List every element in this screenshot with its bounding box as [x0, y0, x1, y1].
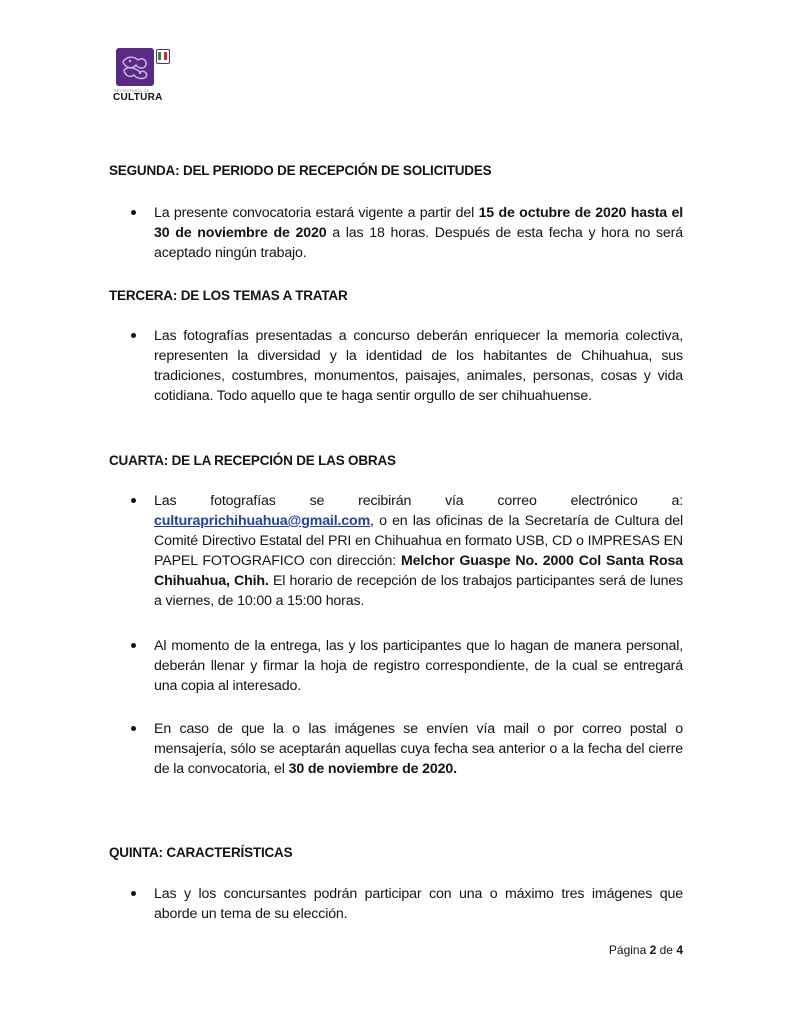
item-text: Las y los concursantes podrán participar con una o máximo tres imágenes que aborde un tema de su elección. [154, 886, 683, 922]
item-text: Las fotografías se recibirán vía correo electrónico a: culturaprichihuahua@gmail.com, o en las oficinas de la Secretaría de Cultura del Comité Directivo Estatal del PRI en Chihuahua en formato USB, CD o IMPRESAS EN PAPEL FOTOGRAFICO con dirección: Melchor Guaspe No. 2000 Col Santa Rosa Chihuahua, Chih. El horario de recepción de los trabajos participantes será de lunes a viernes, de 10:00 a 15:00 horas. [154, 493, 683, 609]
list-item [131, 203, 683, 263]
item-text: La presente convocatoria estará vigente a partir del 15 de octubre de 2020 hasta el 30 de noviembre de 2020 a las 18 horas. Después de esta fecha y hora no será aceptado ningún trabajo. [154, 205, 683, 261]
page-number: Página 2 de 4 [608, 943, 683, 957]
section-heading-segunda: SEGUNDA: DEL PERIODO DE RECEPCIÓN DE SOLICITUDES [109, 163, 492, 178]
list-item [131, 636, 683, 696]
list-item [131, 326, 683, 406]
item-text: Al momento de la entrega, las y los participantes que lo hagan de manera personal, deberán llenar y firmar la hoja de registro correspondiente, de la cual se entregará una copia al interesado. [154, 638, 683, 694]
section-heading-tercera: TERCERA: DE LOS TEMAS A TRATAR [109, 288, 348, 303]
item-text: En caso de que la o las imágenes se envíen vía mail o por correo postal o mensajería, sólo se aceptarán aquellas cuya fecha sea anterior o a la fecha del cierre de la convocatoria, el 30 de noviembre de 2020. [154, 721, 683, 777]
section-heading-quinta: QUINTA: CARACTERÍSTICAS [109, 845, 293, 860]
closing-date: 30 de noviembre de 2020. [288, 761, 457, 777]
email-link[interactable]: culturaprichihuahua@gmail.com [154, 513, 371, 529]
bullet-icon [131, 643, 136, 648]
logo-emblem-icon [116, 48, 154, 86]
section-heading-cuarta: CUARTA: DE LA RECEPCIÓN DE LAS OBRAS [109, 453, 396, 468]
bullet-icon [131, 210, 136, 215]
pri-flag-icon [156, 49, 170, 64]
list-item [131, 719, 683, 779]
list-item [131, 884, 683, 924]
bullet-icon [131, 891, 136, 896]
logo-small-text: SECRETARÍA DE [114, 88, 150, 93]
address: Melchor Guaspe No. 2000 Col Santa Rosa Chihuahua, Chih. [154, 553, 683, 589]
secretaria-cultura-logo [113, 48, 175, 108]
bullet-icon [131, 498, 136, 503]
bullet-icon [131, 726, 136, 731]
bullet-icon [131, 333, 136, 338]
list-item [131, 491, 683, 611]
date-range: 15 de octubre de 2020 hasta el 30 de noviembre de 2020 [154, 205, 683, 241]
logo-name: CULTURA [113, 92, 163, 103]
item-text: Las fotografías presentadas a concurso deberán enriquecer la memoria colectiva, representen la diversidad y la identidad de los habitantes de Chihuahua, sus tradiciones, costumbres, monumentos, paisajes, animales, personas, cosas y vida cotidiana. Todo aquello que te haga sentir orgullo de ser chihuahuense. [154, 328, 683, 404]
